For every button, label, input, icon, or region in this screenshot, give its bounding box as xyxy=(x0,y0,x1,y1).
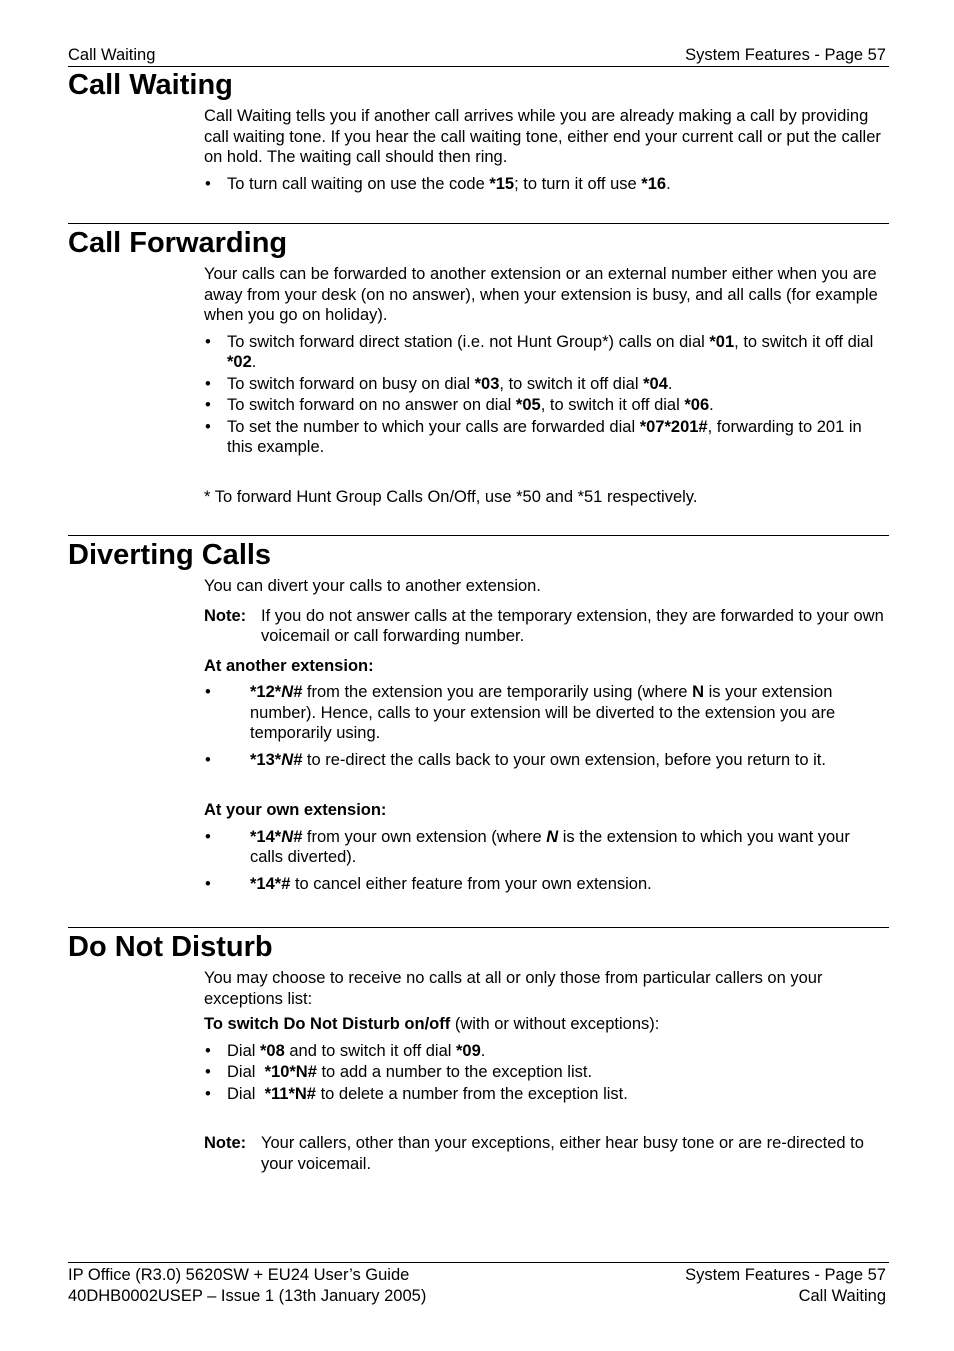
section-intro: You can divert your calls to another extension. xyxy=(204,577,541,595)
section-intro: You may choose to receive no calls at all or only those from particular callers on your exceptions list: xyxy=(204,969,823,1008)
note-label: Note: xyxy=(204,1134,247,1152)
subheading-own-extension: At your own extension: xyxy=(204,801,387,819)
running-header xyxy=(68,45,889,67)
list-item: • To switch forward direct station (i.e. not Hunt Group*) calls on dial *01, to switch it off dial *02. xyxy=(204,332,884,373)
list-item: • *14*# to cancel either feature from your own extension. xyxy=(204,874,884,895)
section-intro: Your calls can be forwarded to another extension or an external number either when you are away from your desk (on no answer), when your extension is busy, and all calls (for example when you go on holiday). xyxy=(204,265,878,324)
section-do-not-disturb xyxy=(68,927,889,1174)
section-title: Diverting Calls xyxy=(68,539,272,571)
section-title: Call Forwarding xyxy=(68,227,288,259)
note-text: If you do not answer calls at the temporary extension, they are forwarded to your own voicemail or call forwarding number. xyxy=(261,606,884,645)
list-item: • Dial *08 and to switch it off dial *09. xyxy=(204,1041,884,1062)
section-diverting-calls xyxy=(68,535,889,894)
running-footer xyxy=(68,1262,889,1306)
header-section-name: Call Waiting xyxy=(68,46,156,64)
section-call-forwarding xyxy=(68,223,889,507)
footer-guide-title: IP Office (R3.0) 5620SW + EU24 User’s Guide xyxy=(68,1266,410,1284)
list-item: • To turn call waiting on use the code *15; to turn it off use *16. xyxy=(204,174,884,195)
list-item: • To switch forward on busy on dial *03, to switch it off dial *04. xyxy=(204,374,884,395)
footer-page-label: System Features - Page 57 xyxy=(685,1266,886,1284)
footer-document-id: 40DHB0002USEP – Issue 1 (13th January 2005) xyxy=(68,1286,427,1305)
footnote: * To forward Hunt Group Calls On/Off, use *50 and *51 respectively. xyxy=(204,487,698,506)
switch-instruction: To switch Do Not Disturb on/off (with or without exceptions): xyxy=(204,1015,660,1033)
list-item: • *14*N# from your own extension (where N is the extension to which you want your calls diverted). xyxy=(204,827,884,868)
section-intro: Call Waiting tells you if another call arrives while you are already making a call by providing call waiting tone. If you hear the call waiting tone, either end your current call or put the caller on hold. The waiting call should then ring. xyxy=(204,107,881,166)
section-title: Call Waiting xyxy=(68,69,233,101)
list-item: • To switch forward on no answer on dial *05, to switch it off dial *06. xyxy=(204,395,884,416)
list-item: • Dial *11*N# to delete a number from the exception list. xyxy=(204,1084,884,1105)
header-page-label: System Features - Page 57 xyxy=(685,46,886,64)
list-item: • To set the number to which your calls are forwarded dial *07*201#, forwarding to 201 in this example. xyxy=(204,417,884,458)
note xyxy=(204,1133,884,1174)
section-call-waiting xyxy=(68,68,889,194)
subheading-another-extension: At another extension: xyxy=(204,656,374,675)
note-label: Note: xyxy=(204,606,247,625)
section-title: Do Not Disturb xyxy=(68,931,273,963)
note xyxy=(204,606,884,647)
list-item: • *13*N# to re-direct the calls back to your own extension, before you return to it. xyxy=(204,750,884,771)
note-text: Your callers, other than your exceptions, either hear busy tone or are re-directed to your voicemail. xyxy=(261,1134,864,1173)
list-item: • Dial *10*N# to add a number to the exception list. xyxy=(204,1062,884,1083)
list-item: • *12*N# from the extension you are temporarily using (where N is your extension number). Hence, calls to your extension will be diverted to the extension you are temporarily using. xyxy=(204,682,884,744)
footer-section-name: Call Waiting xyxy=(798,1286,886,1305)
